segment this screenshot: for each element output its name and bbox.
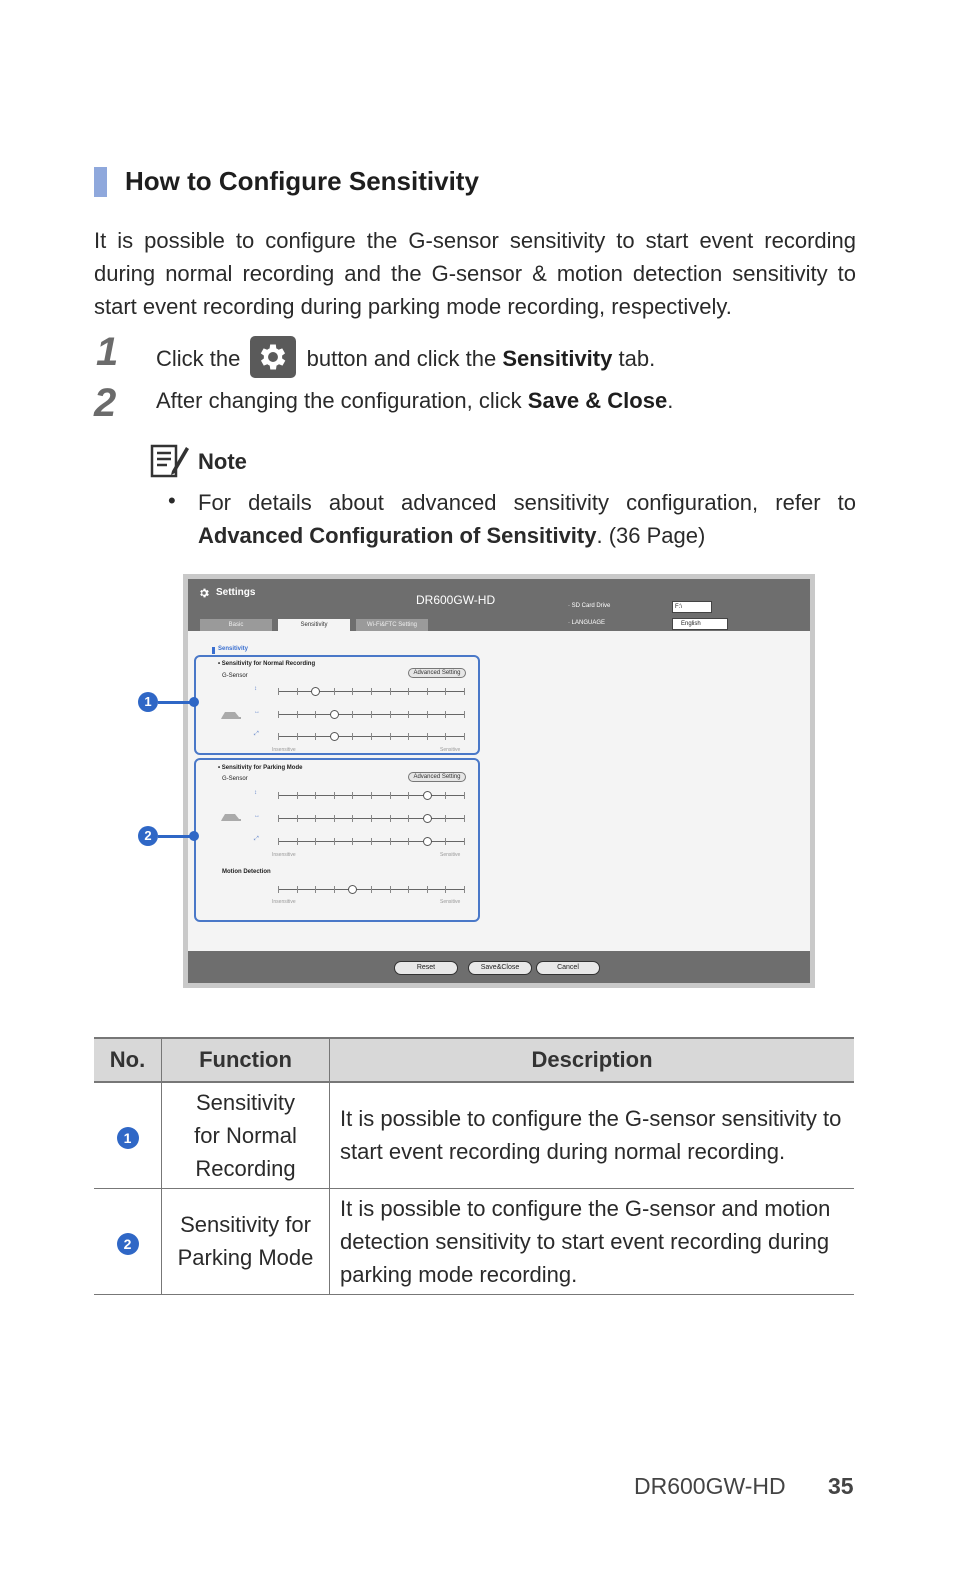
car-icon <box>220 709 242 721</box>
slider-tick <box>297 886 298 893</box>
settings-window <box>188 579 810 983</box>
slider-tick <box>445 688 446 695</box>
slider-tick <box>297 792 298 799</box>
note-label: Note <box>198 449 247 474</box>
slider-tick <box>278 792 279 799</box>
slider-tick <box>371 886 372 893</box>
settings-button <box>250 336 296 378</box>
settings-title: Settings <box>216 587 256 598</box>
slider-tick <box>408 792 409 799</box>
model-title: DR600GW-HD <box>416 593 496 607</box>
settings-footer <box>188 951 810 983</box>
header-function: Function <box>162 1038 330 1082</box>
step-2-post: . <box>667 388 674 413</box>
slider-knob[interactable] <box>330 710 339 719</box>
save-close-button[interactable]: Save&Close <box>468 961 532 975</box>
slider-tick <box>408 733 409 740</box>
step-1-pre: Click the <box>156 345 241 371</box>
slider-tick <box>315 815 316 822</box>
insensitive-label: Insensitive <box>272 852 296 858</box>
axis-icon: ↕ <box>254 790 257 796</box>
step-number: 2 <box>94 381 117 425</box>
advanced-setting-button[interactable]: Advanced Setting <box>408 668 466 678</box>
slider-tick <box>427 886 428 893</box>
number-badge: 1 <box>117 1127 139 1149</box>
header-no: No. <box>94 1038 162 1082</box>
g-sensor-label: G-Sensor <box>222 673 248 679</box>
slider-tick <box>464 838 465 845</box>
settings-header <box>188 579 810 631</box>
slider-knob[interactable] <box>330 732 339 741</box>
callout-1-dot <box>189 697 199 707</box>
function-line: Sensitivity <box>195 1089 296 1115</box>
function-table <box>94 1037 854 1295</box>
slider-tick <box>352 733 353 740</box>
g-sensor-label: G-Sensor <box>222 776 248 782</box>
slider-knob[interactable] <box>423 791 432 800</box>
slider-tick <box>278 815 279 822</box>
step-1-text <box>156 339 655 381</box>
cancel-button[interactable]: Cancel <box>536 961 600 975</box>
section-marker <box>94 167 107 197</box>
step-1-post: tab. <box>618 345 656 371</box>
sd-card-select[interactable] <box>672 601 712 613</box>
slider-tick <box>390 815 391 822</box>
sensitivity-marker <box>212 647 215 654</box>
slider-tick <box>315 886 316 893</box>
language-label: · LANGUAGE <box>568 620 606 626</box>
callout-2-dot <box>189 831 199 841</box>
slider-tick <box>390 688 391 695</box>
slider-tick <box>464 886 465 893</box>
slider-tick <box>390 792 391 799</box>
gear-icon <box>256 340 290 374</box>
normal-recording-title: • Sensitivity for Normal Recording <box>218 661 316 667</box>
number-badge: 2 <box>117 1233 139 1255</box>
sensitive-label: Sensitive <box>440 899 461 905</box>
axis-icon: ⤢ <box>254 731 259 737</box>
slider-tick <box>445 733 446 740</box>
slider-tick <box>408 688 409 695</box>
slider-tick <box>334 688 335 695</box>
slider-tick <box>352 711 353 718</box>
slider-tick <box>352 792 353 799</box>
slider-knob[interactable] <box>423 837 432 846</box>
settings-screenshot <box>183 574 815 988</box>
note-text-pre: For details about advanced sensitivity configuration, refer to <box>198 490 856 515</box>
function-line: Sensitivity for <box>180 1212 311 1237</box>
sensitivity-heading: Sensitivity <box>218 646 249 652</box>
sd-card-value: F:\ <box>675 604 682 610</box>
step-1-mid: button and click the <box>306 345 497 371</box>
slider-tick <box>297 711 298 718</box>
note-text <box>198 486 856 552</box>
axis-icon: ↕ <box>254 686 257 692</box>
slider-tick <box>464 733 465 740</box>
slider-tick <box>371 815 372 822</box>
axis-icon: ↔ <box>254 813 260 819</box>
sensitive-label: Sensitive <box>440 852 461 858</box>
slider-tick <box>297 815 298 822</box>
slider-tick <box>352 688 353 695</box>
function-line: Recording <box>195 1155 296 1181</box>
slider-tick <box>334 838 335 845</box>
slider-tick <box>315 733 316 740</box>
slider-tick <box>427 733 428 740</box>
slider-tick <box>297 838 298 845</box>
slider-tick <box>464 815 465 822</box>
advanced-setting-button[interactable]: Advanced Setting <box>408 772 466 782</box>
tab-wifi[interactable]: Wi-Fi&FTC Setting <box>356 619 428 631</box>
slider-tick <box>315 838 316 845</box>
slider-tick <box>334 792 335 799</box>
slider-tick <box>408 711 409 718</box>
slider-tick <box>297 688 298 695</box>
slider-tick <box>278 711 279 718</box>
row-description: It is possible to configure the G-sensor and motion detection sensitivity to start event recording during parking mode recording. <box>330 1188 855 1294</box>
callout-1-line <box>158 701 190 704</box>
slider-tick <box>390 838 391 845</box>
row-number <box>94 1082 162 1188</box>
slider-tick <box>445 886 446 893</box>
slider-tick <box>334 815 335 822</box>
sensitive-label: Sensitive <box>440 747 461 753</box>
axis-icon: ↔ <box>254 709 260 715</box>
slider-tick <box>445 792 446 799</box>
sd-card-label: · SD Card Drive <box>568 603 611 609</box>
car-icon <box>220 811 242 823</box>
parking-mode-panel <box>194 758 480 922</box>
slider-tick <box>408 886 409 893</box>
insensitive-label: Insensitive <box>272 899 296 905</box>
section-title: How to Configure Sensitivity <box>125 166 479 196</box>
slider-tick <box>352 838 353 845</box>
slider-tick <box>278 733 279 740</box>
step-2-pre: After changing the configuration, click <box>156 388 522 413</box>
slider-tick <box>445 711 446 718</box>
function-line: for Normal <box>194 1122 297 1148</box>
note-text-post: . (36 Page) <box>596 523 706 548</box>
gear-icon <box>198 587 210 599</box>
reset-button[interactable]: Reset <box>394 961 458 975</box>
row-number <box>94 1188 162 1294</box>
motion-detection-label: Motion Detection <box>222 869 271 875</box>
slider-tick <box>371 711 372 718</box>
slider-tick <box>371 838 372 845</box>
slider-tick <box>315 792 316 799</box>
slider-tick <box>390 886 391 893</box>
slider-tick <box>390 711 391 718</box>
slider-tick <box>427 711 428 718</box>
slider-tick <box>390 733 391 740</box>
callout-1: 1 <box>138 692 158 712</box>
callout-2: 2 <box>138 826 158 846</box>
slider-tick <box>408 815 409 822</box>
note-text-bold: Advanced Configuration of Sensitivity <box>198 523 597 548</box>
intro-paragraph: It is possible to configure the G-sensor sensitivity to start event recording during normal recording and the G-sensor & motion detection sensitivity to start event recording during parking mode recording, respectively. <box>94 228 856 319</box>
step-2-bold: Save & Close <box>527 388 668 413</box>
row-description: It is possible to configure the G-sensor sensitivity to start event recording during normal recording. <box>330 1082 855 1188</box>
slider-tick <box>334 886 335 893</box>
slider-knob[interactable] <box>423 814 432 823</box>
slider-tick <box>278 688 279 695</box>
language-select[interactable] <box>672 618 728 630</box>
slider-tick <box>371 792 372 799</box>
slider-tick <box>445 815 446 822</box>
slider-tick <box>445 838 446 845</box>
table-header-row <box>94 1038 854 1082</box>
slider-tick <box>315 711 316 718</box>
slider-tick <box>278 838 279 845</box>
slider-tick <box>371 733 372 740</box>
slider-tick <box>297 733 298 740</box>
footer-model: DR600GW-HD <box>634 1473 786 1499</box>
slider-tick <box>464 711 465 718</box>
slider-tick <box>464 688 465 695</box>
function-line: Parking Mode <box>177 1245 314 1270</box>
step-1-bold: Sensitivity <box>502 345 613 371</box>
slider-tick <box>352 815 353 822</box>
tab-basic[interactable]: Basic <box>200 619 272 631</box>
note-pencil-icon <box>150 443 190 479</box>
note-bullet: • <box>168 488 176 513</box>
table-row <box>94 1082 854 1188</box>
step-number: 1 <box>96 330 119 374</box>
slider-tick <box>278 886 279 893</box>
axis-icon: ⤢ <box>254 836 259 842</box>
slider-tick <box>464 792 465 799</box>
slider-tick <box>371 688 372 695</box>
step-2-text <box>156 388 673 414</box>
tab-sensitivity[interactable]: Sensitivity <box>278 619 350 631</box>
row-function <box>162 1082 330 1188</box>
row-function <box>162 1188 330 1294</box>
insensitive-label: Insensitive <box>272 747 296 753</box>
slider-tick <box>427 688 428 695</box>
table-row <box>94 1188 854 1294</box>
parking-mode-title: • Sensitivity for Parking Mode <box>218 765 303 771</box>
slider-tick <box>408 838 409 845</box>
language-value: English <box>681 621 701 627</box>
page-number: 35 <box>828 1473 854 1499</box>
header-description: Description <box>330 1038 855 1082</box>
callout-2-line <box>158 835 190 838</box>
